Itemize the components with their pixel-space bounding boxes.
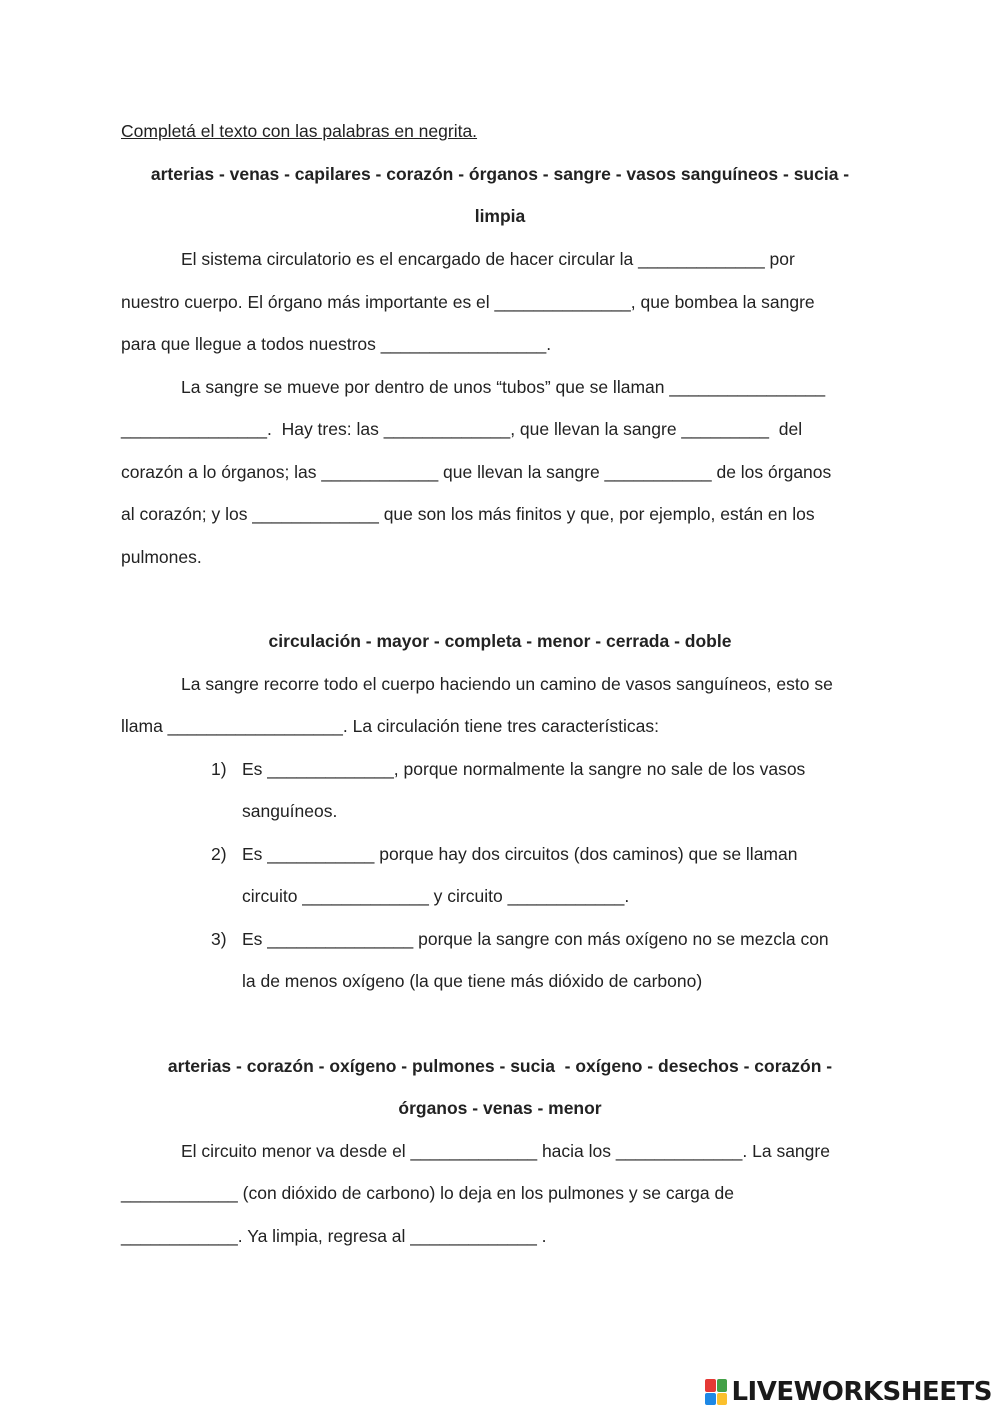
paragraph-4-line: ____________ (con dióxido de carbono) lo deja en los pulmones y se carga de [121,1183,734,1203]
liveworksheets-logo [705,1377,992,1407]
list-item-text: Es _______________ porque la sangre con más oxígeno no se mezcla con [242,929,829,949]
wordbank-1-line-1: arterias - venas - capilares - corazón - órganos - sangre - vasos sanguíneos - sucia - [150,164,850,184]
paragraph-3-line: La sangre recorre todo el cuerpo haciendo un camino de vasos sanguíneos, esto se [181,674,833,694]
list-item-number: 1) [211,759,227,779]
list-item-number: 3) [211,929,227,949]
paragraph-4-line: El circuito menor va desde el _____________ hacia los _____________. La sangre [181,1141,830,1161]
paragraph-1-line: nuestro cuerpo. El órgano más importante es el ______________, que bombea la sangre [121,292,815,312]
wordbank-3-line-2: órganos - venas - menor [398,1098,602,1118]
wordbank-1-line-2: limpia [474,206,526,226]
wordbank-2: circulación - mayor - completa - menor - cerrada - doble [268,631,732,651]
paragraph-1-line: El sistema circulatorio es el encargado de hacer circular la _____________ por [181,249,795,269]
list-item-number: 2) [211,844,227,864]
paragraph-2-line: corazón a lo órganos; las ____________ que llevan la sangre ___________ de los órganos [121,462,832,482]
list-item-text: Es ___________ porque hay dos circuitos (dos caminos) que se llaman [242,844,798,864]
paragraph-2-line: al corazón; y los _____________ que son los más finitos y que, por ejemplo, están en los [121,504,815,524]
logo-square [717,1379,728,1392]
instructions: Completá el texto con las palabras en negrita. [121,121,478,141]
logo-square [705,1379,716,1392]
paragraph-2-line: _______________. Hay tres: las _____________, que llevan la sangre _________ del [121,419,803,439]
list-item-text: circuito _____________ y circuito ____________. [242,886,630,906]
wordbank-3-line-1: arterias - corazón - oxígeno - pulmones - sucia - oxígeno - desechos - corazón - [167,1056,833,1076]
paragraph-2-line: La sangre se mueve por dentro de unos “tubos” que se llaman ________________ [181,377,826,397]
paragraph-3-line: llama __________________. La circulación tiene tres características: [121,716,659,736]
logo-mark-icon [705,1379,727,1405]
list-item-text: sanguíneos. [242,801,338,821]
logo-square [705,1393,716,1406]
paragraph-4-line: ____________. Ya limpia, regresa al _____________ . [121,1226,547,1246]
logo-text: LIVEWORKSHEETS [731,1377,992,1407]
list-item-text: Es _____________, porque normalmente la sangre no sale de los vasos [242,759,806,779]
list-item-text: la de menos oxígeno (la que tiene más dióxido de carbono) [242,971,703,991]
paragraph-1-line: para que llegue a todos nuestros _________________. [121,334,552,354]
logo-square [717,1393,728,1406]
paragraph-2-line: pulmones. [121,547,202,567]
